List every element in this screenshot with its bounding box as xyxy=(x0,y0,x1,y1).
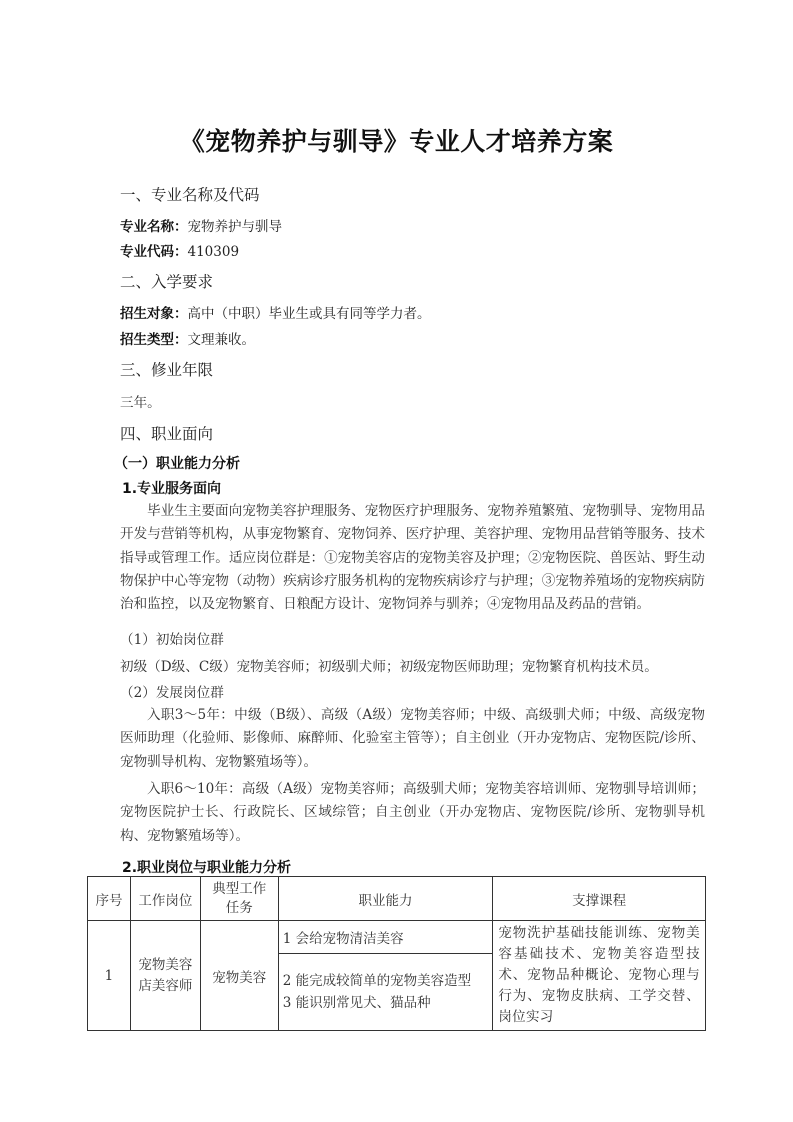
major-name-value: 宠物养护与驯导 xyxy=(187,219,282,235)
cell-no: 1 xyxy=(88,921,131,1031)
post-ability-table xyxy=(87,876,706,1031)
cell-post: 宠物美容店美容师 xyxy=(130,921,200,1031)
ability-2: 2 能完成较简单的宠物美容造型 xyxy=(282,973,472,989)
item-heading-post-ability: 2.职业岗位与职业能力分析 xyxy=(122,860,292,876)
develop-para-3-5: 入职3～5年：中级（B级）、高级（A级）宠物美容师；中级、高级驯犬师；中级、高级宠物医师助理（化验师、影像师、麻醉师、化验室主管等）；自主创业（开办宠物店、宠物医院/诊所、宠物驯导机构、宠物繁殖场等）。 xyxy=(120,707,705,770)
header-ability: 职业能力 xyxy=(278,877,493,921)
enroll-type-line xyxy=(120,328,255,348)
item-heading-service: 1.专业服务面向 xyxy=(122,481,222,497)
section-heading-career: 四、职业面向 xyxy=(120,425,214,443)
section-heading-admission: 二、入学要求 xyxy=(120,273,214,291)
major-code-label: 专业代码： xyxy=(120,244,188,260)
subsection-heading-ability: （一）职业能力分析 xyxy=(114,456,240,472)
enroll-type-label: 招生类型： xyxy=(120,332,188,348)
develop-group-heading: （2）发展岗位群 xyxy=(120,685,224,701)
cell-ability-1: 1 会给宠物清洁美容 xyxy=(278,921,493,954)
initial-group-text: 初级（D级、C级）宠物美容师；初级驯犬师；初级宠物医师助理；宠物繁育机构技术员。 xyxy=(120,659,658,675)
enroll-target-line xyxy=(120,302,431,322)
duration-value: 三年。 xyxy=(120,395,161,411)
header-courses: 支撑课程 xyxy=(493,877,706,921)
section-heading-duration: 三、修业年限 xyxy=(120,361,214,379)
enroll-type-value: 文理兼收。 xyxy=(187,332,255,348)
major-code-line xyxy=(120,240,239,260)
develop-para-6-10: 入职6～10年：高级（A级）宠物美容师；高级驯犬师；宠物美容培训师、宠物驯导培训师；宠物医院护士长、行政院长、区域综管；自主创业（开办宠物店、宠物医院/诊所、宠物驯导机构、宠物繁殖场等）。 xyxy=(120,781,705,844)
cell-task: 宠物美容 xyxy=(200,921,278,1031)
major-code-value: 410309 xyxy=(187,244,240,260)
ability-3: 3 能识别常见犬、猫品种 xyxy=(282,995,431,1011)
service-paragraph: 毕业生主要面向宠物美容护理服务、宠物医疗护理服务、宠物养殖繁殖、宠物驯导、宠物用品开发与营销等机构，从事宠物繁育、宠物饲养、医疗护理、美容护理、宠物用品营销等服务、技术指导或管理工作。适应岗位群是：①宠物美容店的宠物美容及护理；②宠物医院、兽医站、野生动物保护中心等宠物（动物）疾病诊疗服务机构的宠物疾病诊疗与护理；③宠物养殖场的宠物疾病防治和监控，以及宠物繁育、日粮配方设计、宠物饲养与驯养；④宠物用品及药品的营销。 xyxy=(120,503,705,613)
cell-ability-2-3 xyxy=(278,954,493,1031)
section-heading-major-code: 一、专业名称及代码 xyxy=(120,186,260,204)
cell-courses: 宠物洗护基础技能训练、宠物美容基础技术、宠物美容造型技术、宠物品种概论、宠物心理与行为、宠物皮肤病、工学交替、岗位实习 xyxy=(493,921,706,1031)
major-name-label: 专业名称： xyxy=(120,219,188,235)
table-row xyxy=(88,921,706,954)
header-no: 序号 xyxy=(88,877,131,921)
major-name-line xyxy=(120,215,282,235)
header-post: 工作岗位 xyxy=(130,877,200,921)
enroll-target-label: 招生对象： xyxy=(120,306,188,322)
page-title: 《宠物养护与驯导》专业人才培养方案 xyxy=(179,127,614,156)
enroll-target-value: 高中（中职）毕业生或具有同等学力者。 xyxy=(187,306,431,322)
table-header-row xyxy=(88,877,706,921)
initial-group-heading: （1）初始岗位群 xyxy=(120,632,224,648)
header-task: 典型工作任务 xyxy=(200,877,278,921)
